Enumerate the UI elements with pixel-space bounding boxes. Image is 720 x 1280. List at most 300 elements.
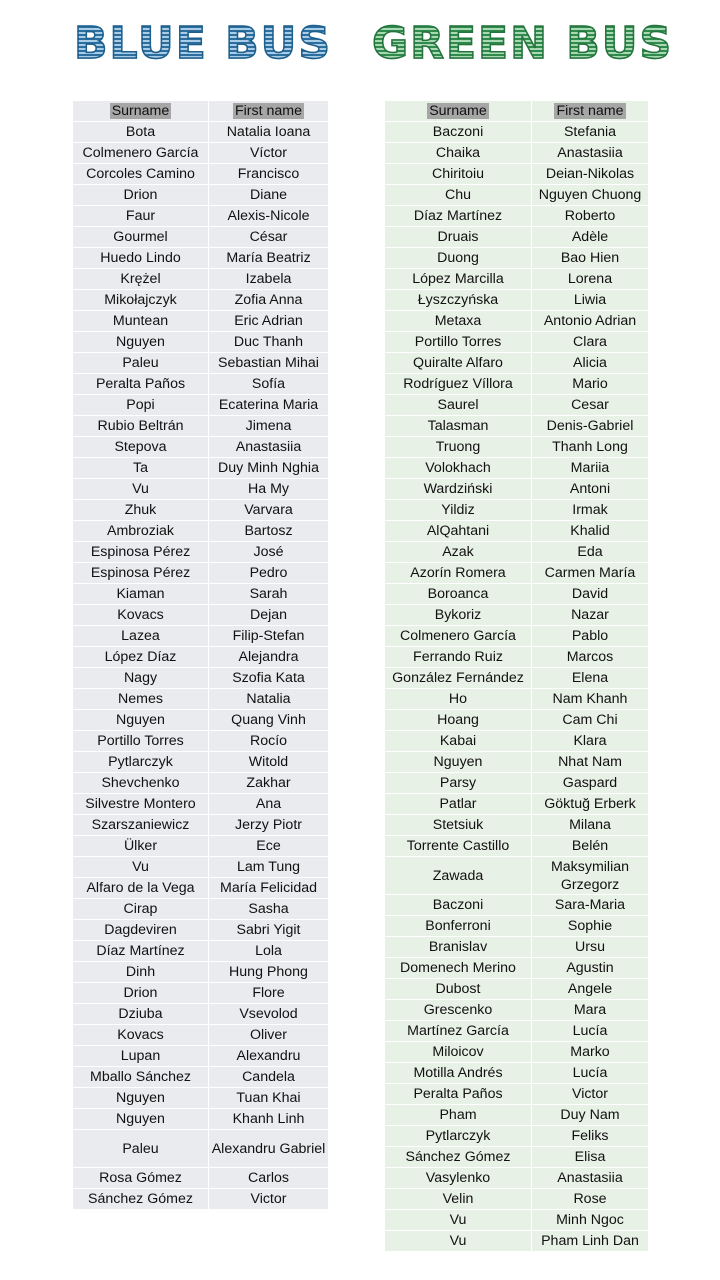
surname-cell: Velin [385,1189,532,1210]
table-row [73,857,329,878]
surname-cell: Mballo Sánchez [73,1067,209,1088]
table-row [385,290,649,311]
surname-cell: Espinosa Pérez [73,563,209,584]
table-row [73,395,329,416]
surname-cell: Chu [385,185,532,206]
first-name-cell: César [209,227,329,248]
surname-cell: Silvestre Montero [73,794,209,815]
surname-cell: Sánchez Gómez [73,1189,209,1210]
table-row [385,458,649,479]
first-name-cell: Alexis-Nicole [209,206,329,227]
table-row [385,815,649,836]
surname-cell: Zawada [385,857,532,895]
first-name-cell: Zofia Anna [209,290,329,311]
first-name-cell: Oliver [209,1025,329,1046]
table-row [73,983,329,1004]
first-name-cell: Lucía [532,1021,649,1042]
surname-cell: Nemes [73,689,209,710]
first-name-cell: Minh Ngoc [532,1210,649,1231]
table-row [73,1067,329,1088]
first-name-cell: Sarah [209,584,329,605]
first-name-cell: Alicia [532,353,649,374]
first-name-cell: Candela [209,1067,329,1088]
table-row [73,1130,329,1168]
first-name-cell: Lucía [532,1063,649,1084]
surname-header: Surname [385,101,532,122]
surname-cell: Azorín Romera [385,563,532,584]
table-row [385,542,649,563]
table-row [385,164,649,185]
table-row [73,458,329,479]
first-name-cell: Diane [209,185,329,206]
table-row [73,332,329,353]
green-bus-title: GREEN BUS [372,18,674,69]
surname-cell: Ülker [73,836,209,857]
surname-cell: Nagy [73,668,209,689]
first-name-cell: Feliks [532,1126,649,1147]
table-row [73,731,329,752]
table-row [385,227,649,248]
surname-cell: Rodríguez Víllora [385,374,532,395]
table-row [73,752,329,773]
surname-cell: Gourmel [73,227,209,248]
table-row [385,1231,649,1252]
surname-cell: Shevchenko [73,773,209,794]
first-name-cell: Dejan [209,605,329,626]
first-name-cell: Carmen María [532,563,649,584]
surname-cell: Ho [385,689,532,710]
surname-cell: Mikołajczyk [73,290,209,311]
surname-cell: Vu [385,1231,532,1252]
surname-cell: Pham [385,1105,532,1126]
table-row [73,626,329,647]
table-row [385,731,649,752]
first-name-cell: María Beatriz [209,248,329,269]
first-name-cell: Quang Vinh [209,710,329,731]
first-name-cell: Pham Linh Dan [532,1231,649,1252]
first-name-cell: Izabela [209,269,329,290]
table-row [385,1105,649,1126]
surname-cell: Domenech Merino [385,958,532,979]
first-name-cell: Ecaterina Maria [209,395,329,416]
table-row [73,1046,329,1067]
first-name-cell: Natalia [209,689,329,710]
table-row [73,815,329,836]
surname-cell: Pytlarczyk [385,1126,532,1147]
first-name-cell: Adèle [532,227,649,248]
first-name-cell: Cesar [532,395,649,416]
first-name-cell: Víctor [209,143,329,164]
first-name-cell: Eda [532,542,649,563]
surname-cell: Dagdeviren [73,920,209,941]
green-bus-rows [385,122,649,1252]
surname-cell: Portillo Torres [73,731,209,752]
surname-cell: Zhuk [73,500,209,521]
first-name-cell: Pedro [209,563,329,584]
table-row [385,437,649,458]
surname-cell: Baczoni [385,895,532,916]
first-name-cell: Antonio Adrian [532,311,649,332]
table-row [73,227,329,248]
first-name-cell: Witold [209,752,329,773]
table-row [385,479,649,500]
table-row [73,941,329,962]
first-name-cell: Angele [532,979,649,1000]
surname-cell: Lupan [73,1046,209,1067]
surname-cell: Corcoles Camino [73,164,209,185]
surname-cell: Wardziński [385,479,532,500]
blue-bus-title: BLUE BUS [74,18,333,69]
surname-cell: Łyszczyńska [385,290,532,311]
first-name-cell: Pablo [532,626,649,647]
surname-cell: Dubost [385,979,532,1000]
table-row [385,1126,649,1147]
table-row [73,437,329,458]
surname-cell: Stepova [73,437,209,458]
first-name-cell: Ha My [209,479,329,500]
table-row [385,626,649,647]
table-row [73,122,329,143]
surname-cell: Kovacs [73,605,209,626]
table-row [73,1189,329,1210]
first-name-cell: Szofia Kata [209,668,329,689]
first-name-cell: Duy Nam [532,1105,649,1126]
table-row [73,710,329,731]
surname-cell: Quiralte Alfaro [385,353,532,374]
surname-cell: Boroanca [385,584,532,605]
first-name-cell: Francisco [209,164,329,185]
first-name-cell: Ece [209,836,329,857]
first-name-cell: Sabri Yigit [209,920,329,941]
table-row [385,1147,649,1168]
surname-cell: Nguyen [385,752,532,773]
first-name-cell: Carlos [209,1168,329,1189]
first-name-cell: Ana [209,794,329,815]
first-name-cell: Bartosz [209,521,329,542]
surname-cell: Ambroziak [73,521,209,542]
table-row [73,1088,329,1109]
table-row [73,353,329,374]
first-name-cell: Sebastian Mihai [209,353,329,374]
table-row [73,500,329,521]
first-name-cell: Sophie [532,916,649,937]
table-row [385,752,649,773]
surname-cell: Chiritoiu [385,164,532,185]
first-name-cell: Mario [532,374,649,395]
table-row [385,374,649,395]
surname-cell: Druais [385,227,532,248]
first-name-cell: Bao Hien [532,248,649,269]
table-row [73,689,329,710]
table-row [73,143,329,164]
surname-cell: Nguyen [73,1109,209,1130]
surname-cell: Stetsiuk [385,815,532,836]
table-row [385,143,649,164]
surname-cell: Kiaman [73,584,209,605]
surname-cell: Grescenko [385,1000,532,1021]
blue-bus-table [72,100,329,1210]
surname-cell: Azak [385,542,532,563]
surname-cell: Paleu [73,1130,209,1168]
surname-cell: Torrente Castillo [385,836,532,857]
first-name-cell: Anastasiia [209,437,329,458]
surname-cell: Nguyen [73,332,209,353]
surname-cell: González Fernández [385,668,532,689]
table-row [385,1084,649,1105]
first-name-cell: Lola [209,941,329,962]
first-name-cell: Denis-Gabriel [532,416,649,437]
surname-cell: Duong [385,248,532,269]
first-name-cell: Nguyen Chuong [532,185,649,206]
surname-cell: Branislav [385,937,532,958]
surname-cell: Vu [385,1210,532,1231]
first-name-cell: Anastasiia [532,1168,649,1189]
first-name-cell: Alexandru [209,1046,329,1067]
table-row [385,857,649,895]
surname-cell: Colmenero García [73,143,209,164]
table-row [385,185,649,206]
first-name-cell: Elisa [532,1147,649,1168]
table-row [385,416,649,437]
table-row [73,563,329,584]
table-row [385,311,649,332]
table-row [385,521,649,542]
table-row [73,773,329,794]
table-row [73,962,329,983]
table-row [385,563,649,584]
table-row [73,899,329,920]
table-row [385,1210,649,1231]
table-row [73,1168,329,1189]
first-name-cell: Victor [532,1084,649,1105]
surname-cell: Ferrando Ruiz [385,647,532,668]
table-row [385,269,649,290]
table-row [73,374,329,395]
table-row [385,584,649,605]
surname-cell: Colmenero García [385,626,532,647]
first-name-cell: José [209,542,329,563]
table-row [385,895,649,916]
green-bus-table [384,100,649,1252]
surname-cell: Truong [385,437,532,458]
table-row [385,605,649,626]
first-name-cell: Rose [532,1189,649,1210]
table-row [73,920,329,941]
first-name-header: First name [209,101,329,122]
surname-cell: Szarszaniewicz [73,815,209,836]
surname-cell: Miloicov [385,1042,532,1063]
table-row [73,479,329,500]
table-row [73,605,329,626]
surname-cell: Yildiz [385,500,532,521]
first-name-cell: Maksymilian Grzegorz [532,857,649,895]
first-name-cell: Vsevolod [209,1004,329,1025]
table-row [73,878,329,899]
surname-cell: Kovacs [73,1025,209,1046]
table-row [385,710,649,731]
first-name-cell: Sara-Maria [532,895,649,916]
table-row [73,584,329,605]
first-name-cell: Belén [532,836,649,857]
surname-cell: Drion [73,185,209,206]
surname-cell: Patlar [385,794,532,815]
surname-cell: Krężel [73,269,209,290]
table-row [73,248,329,269]
first-name-cell: Gaspard [532,773,649,794]
table-row [73,1004,329,1025]
header-row [385,101,649,122]
first-name-cell: Hung Phong [209,962,329,983]
surname-cell: Vu [73,857,209,878]
table-row [73,1025,329,1046]
first-name-cell: Victor [209,1189,329,1210]
surname-cell: Vu [73,479,209,500]
first-name-cell: Mariia [532,458,649,479]
surname-cell: Peralta Paños [73,374,209,395]
table-row [385,500,649,521]
first-name-cell: Marcos [532,647,649,668]
header-row [73,101,329,122]
surname-cell: Pytlarczyk [73,752,209,773]
first-name-cell: Stefania [532,122,649,143]
surname-cell: Hoang [385,710,532,731]
table-row [385,1168,649,1189]
table-row [385,332,649,353]
first-name-cell: Rocío [209,731,329,752]
first-name-cell: Flore [209,983,329,1004]
surname-cell: AlQahtani [385,521,532,542]
table-row [385,122,649,143]
surname-cell: Portillo Torres [385,332,532,353]
surname-cell: Baczoni [385,122,532,143]
surname-cell: Volokhach [385,458,532,479]
table-row [385,836,649,857]
first-name-cell: Nazar [532,605,649,626]
table-row [385,395,649,416]
first-name-cell: Cam Chi [532,710,649,731]
surname-cell: López Díaz [73,647,209,668]
first-name-cell: Khalid [532,521,649,542]
surname-cell: Paleu [73,353,209,374]
first-name-cell: Anastasiia [532,143,649,164]
first-name-cell: Jerzy Piotr [209,815,329,836]
table-row [73,647,329,668]
table-row [73,794,329,815]
first-name-cell: Irmak [532,500,649,521]
surname-cell: Vasylenko [385,1168,532,1189]
first-name-cell: María Felicidad [209,878,329,899]
surname-cell: Lazea [73,626,209,647]
surname-cell: Espinosa Pérez [73,542,209,563]
first-name-cell: Elena [532,668,649,689]
first-name-cell: Sasha [209,899,329,920]
table-row [73,542,329,563]
surname-cell: Bonferroni [385,916,532,937]
surname-cell: Díaz Martínez [73,941,209,962]
surname-cell: Peralta Paños [385,1084,532,1105]
surname-cell: Ta [73,458,209,479]
surname-cell: López Marcilla [385,269,532,290]
table-row [73,1109,329,1130]
surname-cell: Huedo Lindo [73,248,209,269]
table-row [385,647,649,668]
first-name-cell: Mara [532,1000,649,1021]
first-name-cell: Khanh Linh [209,1109,329,1130]
first-name-cell: Alejandra [209,647,329,668]
table-row [385,979,649,1000]
first-name-cell: Ursu [532,937,649,958]
surname-cell: Muntean [73,311,209,332]
first-name-cell: Varvara [209,500,329,521]
surname-cell: Parsy [385,773,532,794]
surname-cell: Sánchez Gómez [385,1147,532,1168]
surname-cell: Kabai [385,731,532,752]
first-name-cell: Nam Khanh [532,689,649,710]
table-row [73,668,329,689]
first-name-cell: Thanh Long [532,437,649,458]
surname-cell: Drion [73,983,209,1004]
surname-cell: Rubio Beltrán [73,416,209,437]
first-name-cell: Antoni [532,479,649,500]
table-row [385,1042,649,1063]
surname-cell: Nguyen [73,710,209,731]
surname-cell: Rosa Gómez [73,1168,209,1189]
first-name-cell: Zakhar [209,773,329,794]
first-name-cell: Milana [532,815,649,836]
first-name-cell: Duy Minh Nghia [209,458,329,479]
first-name-cell: Lam Tung [209,857,329,878]
surname-cell: Metaxa [385,311,532,332]
surname-cell: Bykoriz [385,605,532,626]
table-row [73,521,329,542]
surname-cell: Talasman [385,416,532,437]
first-name-cell: Liwia [532,290,649,311]
table-row [73,185,329,206]
first-name-cell: Roberto [532,206,649,227]
first-name-cell: Agustin [532,958,649,979]
surname-cell: Nguyen [73,1088,209,1109]
table-row [73,290,329,311]
first-name-cell: Sofía [209,374,329,395]
table-row [385,937,649,958]
table-row [385,206,649,227]
table-row [73,269,329,290]
first-name-cell: Clara [532,332,649,353]
surname-cell: Bota [73,122,209,143]
first-name-cell: Lorena [532,269,649,290]
first-name-cell: Deian-Nikolas [532,164,649,185]
surname-cell: Cirap [73,899,209,920]
table-row [385,1189,649,1210]
surname-cell: Martínez García [385,1021,532,1042]
first-name-cell: Göktuğ Erberk [532,794,649,815]
table-row [73,206,329,227]
table-row [73,416,329,437]
table-row [385,248,649,269]
first-name-cell: Klara [532,731,649,752]
first-name-cell: Natalia Ioana [209,122,329,143]
surname-cell: Motilla Andrés [385,1063,532,1084]
table-row [385,353,649,374]
surname-cell: Saurel [385,395,532,416]
table-row [385,668,649,689]
first-name-cell: Nhat Nam [532,752,649,773]
first-name-cell: Eric Adrian [209,311,329,332]
first-name-cell: Tuan Khai [209,1088,329,1109]
table-row [385,794,649,815]
table-row [385,958,649,979]
table-row [385,689,649,710]
